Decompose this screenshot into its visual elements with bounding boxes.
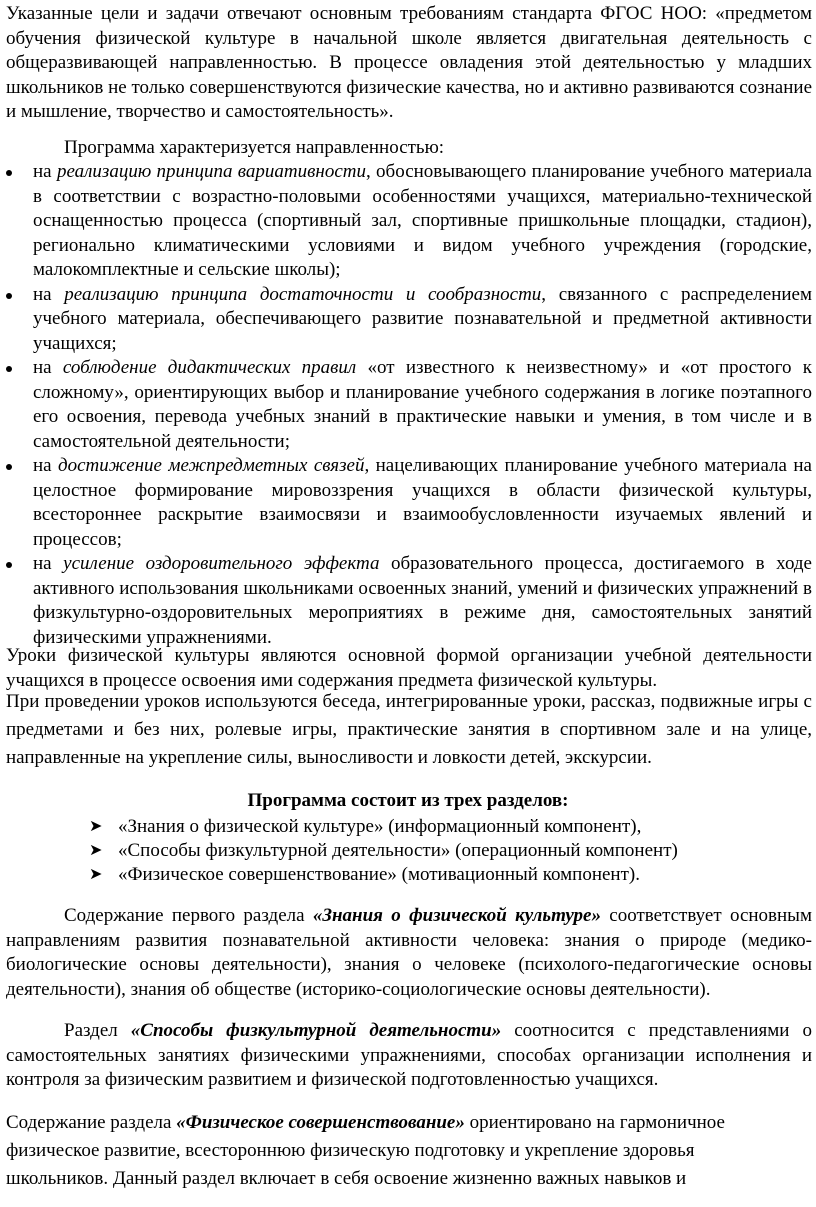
methods-paragraph: При проведении уроков используются беседа, интегрированные уроки, рассказ, подвижные игры с предметами и без них, ролевые игры, практические занятия в спортивном зале и на улице, направленные на укрепление силы, выносливости и ловкости детей, экскурсии. <box>6 691 812 768</box>
direction-list <box>0 160 812 650</box>
lessons-paragraph: Уроки физической культуры являются основной формой организации учебной деятельности учащихся в процессе освоения ими содержания предмета физической культуры. <box>6 645 812 691</box>
sections-list <box>0 815 816 887</box>
sections-heading: Программа состоит из трех разделов: <box>247 790 569 811</box>
section3-line-1: Содержание раздела «Физическое совершенствование» ориентировано на гармоничное <box>6 1112 725 1133</box>
bullet-icon <box>6 464 12 470</box>
list-item: на достижение межпредметных связей, нацеливающих планирование учебного материала на целостное формирование мировоззрения учащихся в области физической культуры, всестороннее раскрытие взаимосвязи и взаимообусловленности изучаемых явлений и процессов; <box>0 454 812 552</box>
bullet-icon <box>6 170 12 176</box>
bullet-icon <box>6 366 12 372</box>
list-item: ➤ «Знания о физической культуре» (информационный компонент), <box>0 815 816 839</box>
list-item: ➤ «Способы физкультурной деятельности» (операционный компонент) <box>0 839 816 863</box>
list-item: на реализацию принципа вариативности, обосновывающего планирование учебного материала в соответствии с возрастно-половыми особенностями учащихся, материально-технической оснащенностью процесса (спортивный зал, спортивные пришкольные площадки, стадион), регионально климатическими условиями и видом учебного учреждения (городские, малокомплектные и сельские школы); <box>0 160 812 283</box>
program-heading: Программа характеризуется направленностью: <box>64 137 445 158</box>
section1-paragraph: Содержание первого раздела «Знания о физической культуре» соответствует основным направлениям развития познавательной активности человека: знания о природе (медико-биологические основы деятельности), знания о человеке (психолого-педагогические основы деятельности), знания об обществе (историко-социологические основы деятельности). <box>6 905 812 1000</box>
section3-line-3: школьников. Данный раздел включает в себя освоение жизненно важных навыков и <box>6 1168 687 1189</box>
list-item: на реализацию принципа достаточности и сообразности, связанного с распределением учебного материала, обеспечивающего развитие познавательной и предметной активности учащихся; <box>0 283 812 357</box>
list-item: на усиление оздоровительного эффекта образовательного процесса, достигаемого в ходе активного использования школьниками освоенных знаний, умений и физических упражнений в физкультурно-оздоровительных мероприятиях в режиме дня, самостоятельных занятий физическими упражнениями. <box>0 552 812 650</box>
bullet-icon <box>6 293 12 299</box>
intro-paragraph: Указанные цели и задачи отвечают основным требованиям стандарта ФГОС НОО: «предметом обучения физической культуре в начальной школе является двигательная деятельность с общеразвивающей направленностью. В процессе овладения этой деятельностью у младших школьников не только совершенствуются физические качества, но и активно развиваются сознание и мышление, творчество и самостоятельность». <box>6 3 812 122</box>
arrow-bullet-icon: ➤ <box>89 842 103 859</box>
list-item: на соблюдение дидактических правил «от известного к неизвестному» и «от простого к сложному», ориентирующих выбор и планирование учебного содержания в логике поэтапного его освоения, перевода учебных знаний в практические навыки и умения, в том числе и в самостоятельной деятельности; <box>0 356 812 454</box>
section3-line-2: физическое развитие, всестороннюю физическую подготовку и укрепление здоровья <box>6 1140 695 1161</box>
arrow-bullet-icon: ➤ <box>89 866 103 883</box>
bullet-icon <box>6 562 12 568</box>
section3-paragraph <box>6 1109 812 1193</box>
section2-paragraph: Раздел «Способы физкультурной деятельности» соотносится с представлениями о самостоятельных занятиях физическими упражнениями, способах организации исполнения и контроля за физическим развитием и физической подготовленностью учащихся. <box>6 1020 812 1090</box>
list-item: ➤ «Физическое совершенствование» (мотивационный компонент). <box>0 863 816 887</box>
arrow-bullet-icon: ➤ <box>89 818 103 835</box>
